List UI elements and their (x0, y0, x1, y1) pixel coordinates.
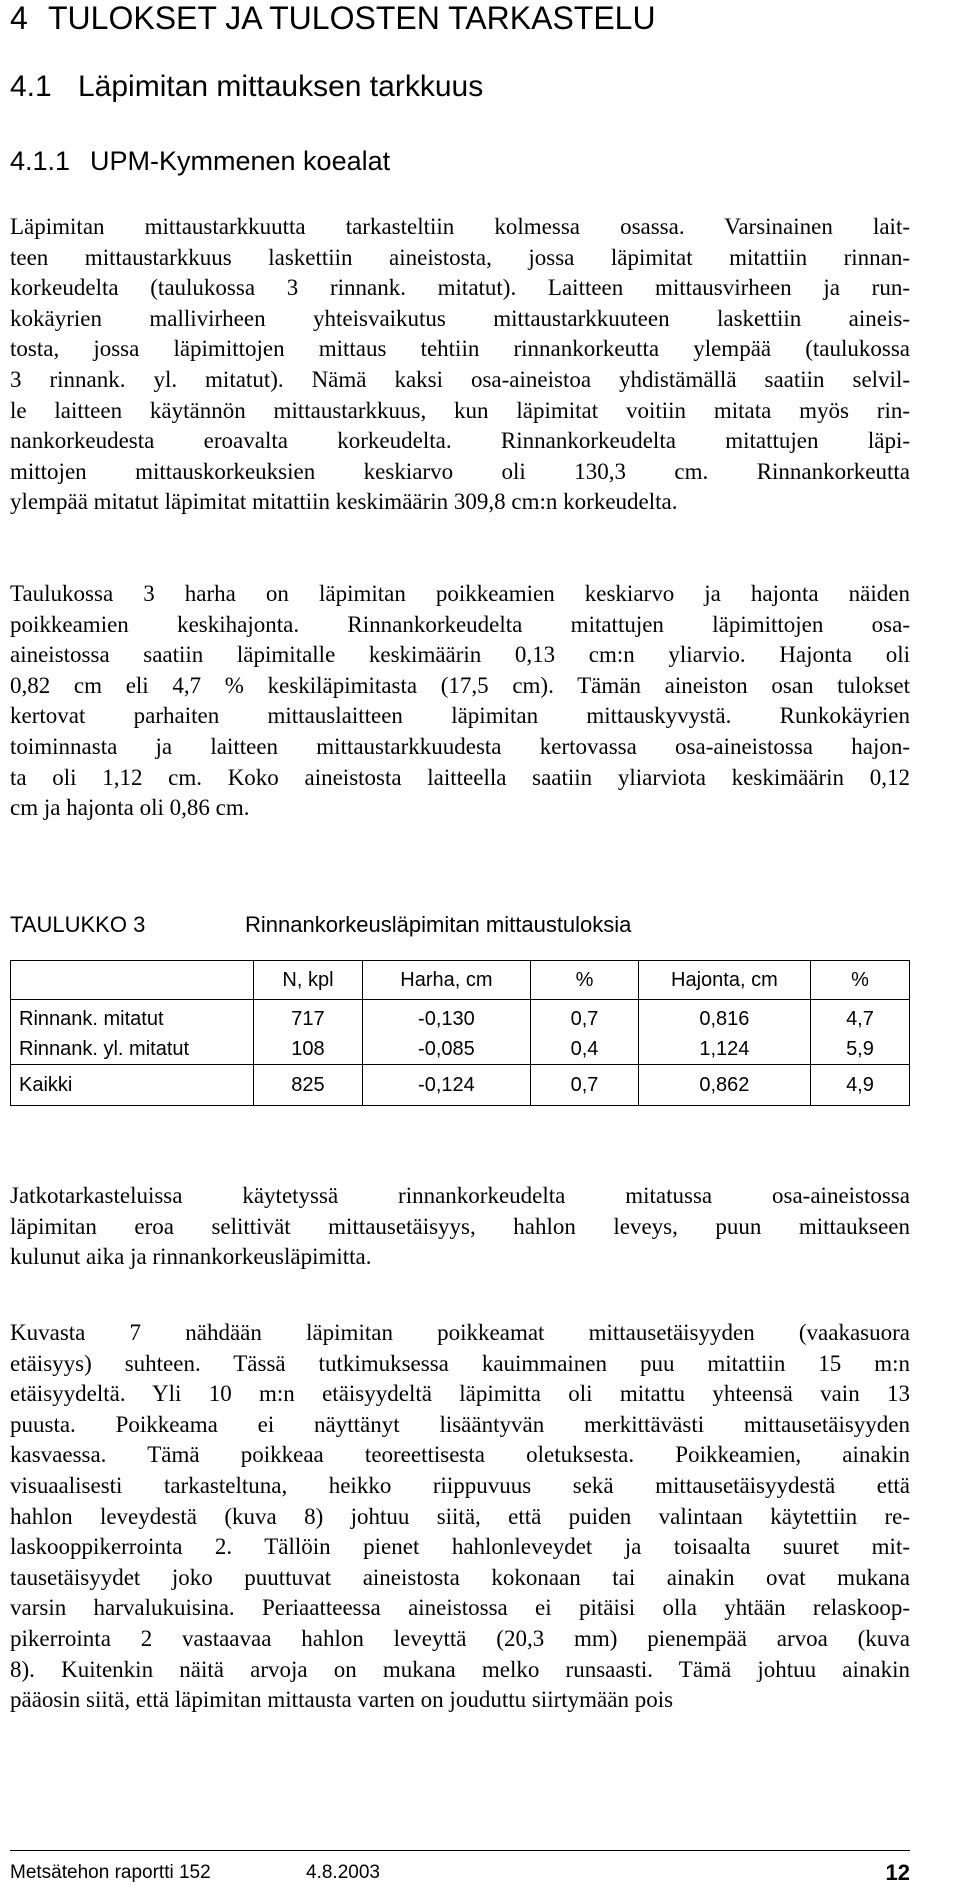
table-row (11, 1000, 910, 1035)
footer-divider (10, 1850, 910, 1851)
subsection-heading (10, 145, 390, 177)
section-number: 4.1 (10, 70, 52, 103)
subsection-number: 4.1.1 (10, 146, 71, 176)
text-line: 3 rinnank. yl. mitatut). Nämä kaksi osa-aineistoa yhdistämällä saatiin selvil- (10, 366, 910, 392)
chapter-number: 4 (10, 0, 28, 36)
table-header-cell: Harha, cm (362, 961, 530, 1000)
table-cell: 0,816 (638, 1000, 810, 1035)
text-line: varsin harvalukuisina. Periaatteessa aineistossa ei pitäisi olla yhtään relaskoop- (10, 1595, 910, 1621)
section-heading (10, 70, 483, 104)
text-line: poikkeamien keskihajonta. Rinnankorkeudelta mitattujen läpimittojen osa- (10, 611, 910, 637)
table-cell: 5,9 (810, 1034, 909, 1065)
table-cell: 1,124 (638, 1034, 810, 1065)
text-line: kokäyrien mallivirheen yhteisvaikutus mittaustarkkuuteen laskettiin aineis- (10, 305, 910, 331)
table-cell: 717 (254, 1000, 362, 1035)
text-line: puusta. Poikkeama ei näyttänyt lisääntyvän merkittävästi mittausetäisyyden (10, 1411, 910, 1437)
text-line: etäisyydeltä. Yli 10 m:n etäisyydeltä läpimitta oli mitattu yhteensä vain 13 (10, 1381, 910, 1407)
text-line: ta oli 1,12 cm. Koko aineistosta laitteella saatiin yliarviota keskimäärin 0,12 (10, 764, 910, 790)
table-header-cell: Hajonta, cm (638, 961, 810, 1000)
table-cell: -0,085 (362, 1034, 530, 1065)
table-header-cell: % (531, 961, 639, 1000)
table-total-cell: -0,124 (362, 1065, 530, 1106)
text-line: laskooppikerrointa 2. Tällöin pienet hahlonleveydet ja toisaalta suuret mit- (10, 1534, 910, 1560)
text-line: tosta, jossa läpimittojen mittaus tehtiin rinnankorkeutta ylempää (taulukossa (10, 336, 910, 362)
page-footer (10, 1858, 910, 1888)
paragraph-bias-deviation (10, 579, 910, 824)
table-total-cell: 825 (254, 1065, 362, 1106)
text-line: cm ja hajonta oli 0,86 cm. (10, 795, 250, 821)
paragraph-figure-7 (10, 1318, 910, 1716)
table-total-row (11, 1065, 910, 1106)
table-cell: 0,4 (531, 1034, 639, 1065)
table-total-cell: 4,9 (810, 1065, 909, 1106)
chapter-heading (10, 0, 656, 36)
text-line: aineistossa saatiin läpimitalle keskimäärin 0,13 cm:n yliarvio. Hajonta oli (10, 642, 910, 668)
chapter-title: TULOKSET JA TULOSTEN TARKASTELU (48, 0, 656, 36)
text-line: 8). Kuitenkin näitä arvoja on mukana melko runsaasti. Tämä johtuu ainakin (10, 1656, 910, 1682)
table-title: Rinnankorkeusläpimitan mittaustuloksia (245, 912, 632, 937)
text-line: nankorkeudesta eroavalta korkeudelta. Rinnankorkeudelta mitattujen läpi- (10, 428, 910, 454)
table-header-cell: % (810, 961, 909, 1000)
text-line: kasvaessa. Tämä poikkeaa teoreettisesta oletuksesta. Poikkeamien, ainakin (10, 1442, 910, 1468)
text-line: Kuvasta 7 nähdään läpimitan poikkeamat mittausetäisyyden (vaakasuora (10, 1320, 910, 1345)
paragraph-further-analysis (10, 1181, 910, 1273)
text-line: läpimitan eroa selittivät mittausetäisyys, hahlon leveys, puun mittaukseen (10, 1213, 910, 1239)
footer-date: 4.8.2003 (306, 1862, 380, 1883)
text-line: Läpimitan mittaustarkkuutta tarkasteltiin kolmessa osassa. Varsinainen lait- (10, 214, 910, 239)
table-total-cell: 0,7 (531, 1065, 639, 1106)
table-header-cell: N, kpl (254, 961, 362, 1000)
text-line: tausetäisyydet joko puuttuvat aineistosta kokonaan tai ainakin ovat mukana (10, 1564, 910, 1590)
text-line: mittojen mittauskorkeuksien keskiarvo oli 130,3 cm. Rinnankorkeutta (10, 458, 910, 484)
text-line: le laitteen käytännön mittaustarkkuus, kun läpimitat voitiin mitata myös rin- (10, 397, 910, 423)
table-total-cell: 0,862 (638, 1065, 810, 1106)
table-row (11, 1034, 910, 1065)
table-caption (10, 911, 631, 939)
text-line: etäisyys) suhteen. Tässä tutkimuksessa kauimmainen puu mitattiin 15 m:n (10, 1350, 910, 1376)
text-line: hahlon leveydestä (kuva 8) johtuu siitä, että puiden valintaan käytettiin re- (10, 1503, 910, 1529)
text-line: toiminnasta ja laitteen mittaustarkkuudesta kertovassa osa-aineistossa hajon- (10, 733, 910, 759)
table-cell: Rinnank. yl. mitatut (11, 1034, 254, 1065)
subsection-title: UPM-Kymmenen koealat (90, 146, 391, 176)
page-number: 12 (885, 1860, 910, 1885)
footer-report-name: Metsätehon raportti 152 (10, 1862, 211, 1883)
table-cell: 0,7 (531, 1000, 639, 1035)
text-line: Taulukossa 3 harha on läpimitan poikkeamien keskiarvo ja hajonta näiden (10, 581, 910, 606)
table-cell: 108 (254, 1034, 362, 1065)
text-line: pääosin siitä, että läpimitan mittausta varten on jouduttu siirtymään pois (10, 1687, 674, 1713)
text-line: teen mittaustarkkuus laskettiin aineistosta, jossa läpimitat mitattiin rinnan- (10, 244, 910, 270)
table-header-cell (11, 961, 254, 1000)
text-line: Jatkotarkasteluissa käytetyssä rinnankorkeudelta mitatussa osa-aineistossa (10, 1183, 910, 1208)
table-cell: -0,130 (362, 1000, 530, 1035)
table-header-row (11, 961, 910, 1000)
table-total-cell: Kaikki (11, 1065, 254, 1106)
table-cell: 4,7 (810, 1000, 909, 1035)
text-line: visuaalisesti tarkasteltuna, heikko riippuvuus sekä mittausetäisyydestä että (10, 1472, 910, 1498)
text-line: pikerrointa 2 vastaavaa hahlon leveyttä (20,3 mm) pienempää arvoa (kuva (10, 1625, 910, 1651)
text-line: kulunut aika ja rinnankorkeusläpimitta. (10, 1244, 372, 1270)
section-title: Läpimitan mittauksen tarkkuus (78, 70, 484, 103)
text-line: 0,82 cm eli 4,7 % keskiläpimitasta (17,5 cm). Tämän aineiston osan tulokset (10, 672, 910, 698)
table-label: TAULUKKO 3 (10, 912, 146, 937)
table-cell: Rinnank. mitatut (11, 1000, 254, 1035)
text-line: ylempää mitatut läpimitat mitattiin keskimäärin 309,8 cm:n korkeudelta. (10, 489, 678, 515)
text-line: korkeudelta (taulukossa 3 rinnank. mitatut). Laitteen mittausvirheen ja run- (10, 275, 910, 301)
text-line: kertovat parhaiten mittauslaitteen läpimitan mittauskyvystä. Runkokäyrien (10, 703, 910, 729)
results-table (10, 960, 910, 1106)
paragraph-measurement-accuracy (10, 212, 910, 518)
